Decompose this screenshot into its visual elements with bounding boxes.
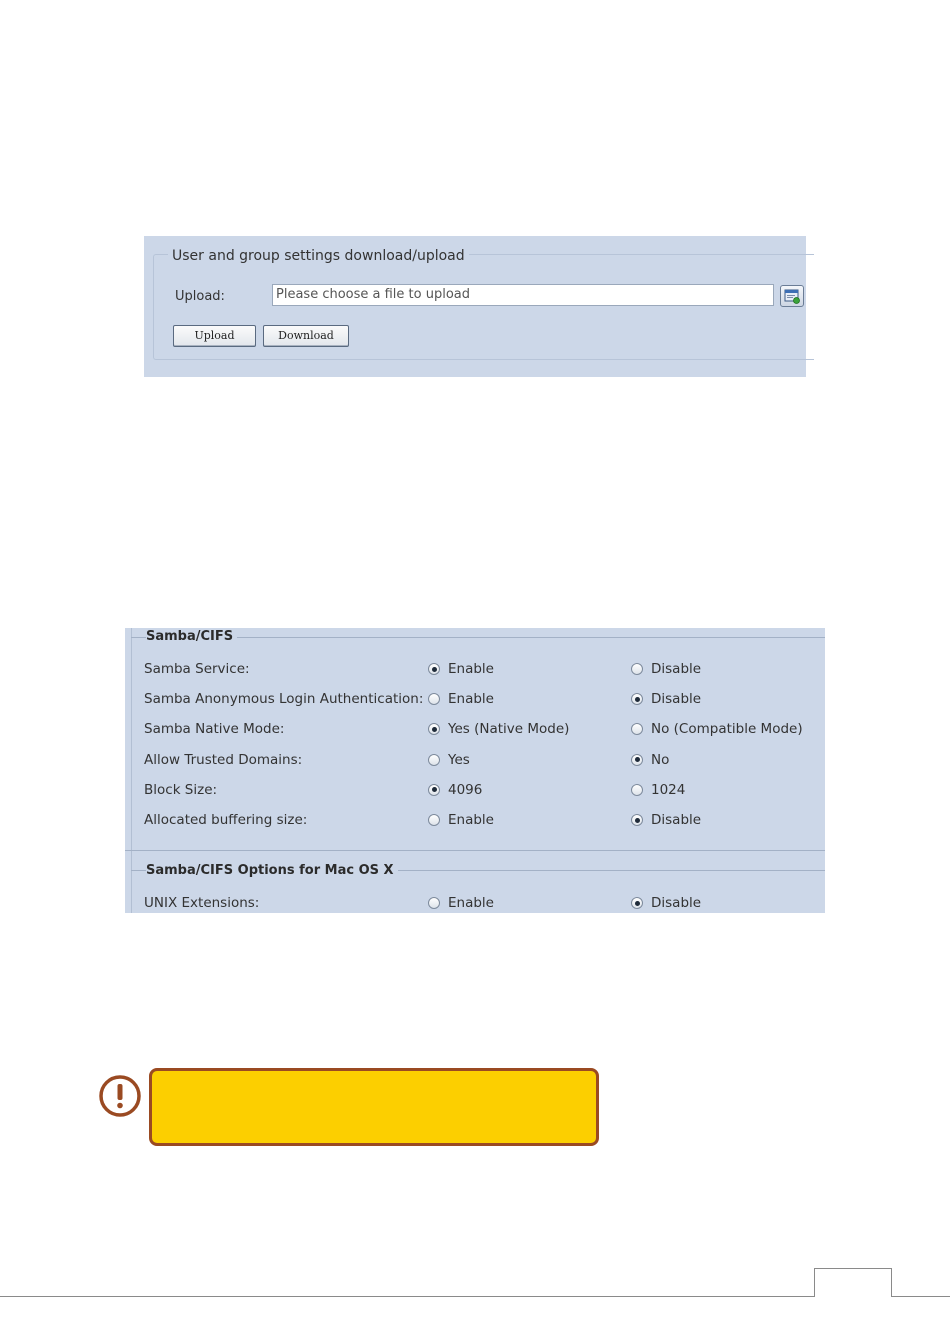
upload-label: Upload: (175, 289, 225, 304)
setting-label: Block Size: (144, 781, 218, 798)
radio-option-label: Disable (651, 812, 702, 828)
footer-rule (0, 1296, 950, 1297)
download-button[interactable]: Download (263, 325, 349, 347)
radio-button[interactable] (631, 784, 643, 796)
setting-label: Samba Service: (144, 661, 250, 677)
exclamation-circle-icon (97, 1073, 143, 1119)
upload-button[interactable]: Upload (173, 325, 256, 347)
radio-button[interactable] (428, 897, 440, 909)
radio-button[interactable] (631, 897, 643, 909)
radio-button[interactable] (428, 663, 440, 675)
radio-button[interactable] (631, 814, 643, 826)
radio-button[interactable] (428, 784, 440, 796)
setting-row (125, 688, 825, 710)
radio-option-label: Disable (651, 691, 702, 708)
radio-button[interactable] (631, 754, 643, 766)
section-divider-top (125, 850, 825, 851)
radio-button[interactable] (428, 814, 440, 826)
setting-row (125, 809, 825, 831)
upload-file-input[interactable]: Please choose a file to upload (272, 284, 774, 306)
samba-cifs-panel (125, 628, 825, 913)
radio-option-label: Enable (448, 812, 494, 828)
setting-label: Allocated buffering size: (144, 812, 308, 828)
warning-callout (149, 1068, 599, 1146)
setting-label: UNIX Extensions: (144, 895, 260, 911)
radio-button[interactable] (631, 723, 643, 735)
radio-button[interactable] (631, 663, 643, 675)
setting-row (125, 718, 825, 740)
radio-option-label: Disable (651, 661, 702, 677)
fieldset-legend: User and group settings download/upload (168, 246, 469, 266)
setting-label: Samba Anonymous Login Authentication: (144, 691, 424, 708)
page-number-tab (814, 1268, 892, 1297)
user-group-settings-panel (144, 236, 806, 377)
setting-label: Allow Trusted Domains: (144, 751, 303, 768)
radio-button[interactable] (428, 723, 440, 735)
radio-option-label: 1024 (651, 781, 686, 798)
section-title-samba: Samba/CIFS (146, 628, 237, 646)
radio-option-label: Yes (448, 751, 470, 768)
browse-file-button[interactable] (780, 285, 804, 307)
setting-row (125, 749, 825, 771)
radio-button[interactable] (428, 693, 440, 705)
radio-option-label: Enable (448, 895, 494, 911)
radio-button[interactable] (631, 693, 643, 705)
setting-label: Samba Native Mode: (144, 721, 285, 738)
radio-option-label: Yes (Native Mode) (448, 721, 570, 738)
section-title-mac: Samba/CIFS Options for Mac OS X (146, 862, 398, 880)
setting-row (125, 779, 825, 801)
radio-option-label: No (651, 751, 670, 768)
setting-row (125, 892, 825, 913)
radio-button[interactable] (428, 754, 440, 766)
radio-option-label: Enable (448, 691, 494, 708)
radio-option-label: Disable (651, 895, 702, 911)
browse-icon (784, 288, 800, 304)
radio-option-label: No (Compatible Mode) (651, 721, 803, 738)
setting-row (125, 658, 825, 680)
radio-option-label: 4096 (448, 781, 483, 798)
radio-option-label: Enable (448, 661, 494, 677)
